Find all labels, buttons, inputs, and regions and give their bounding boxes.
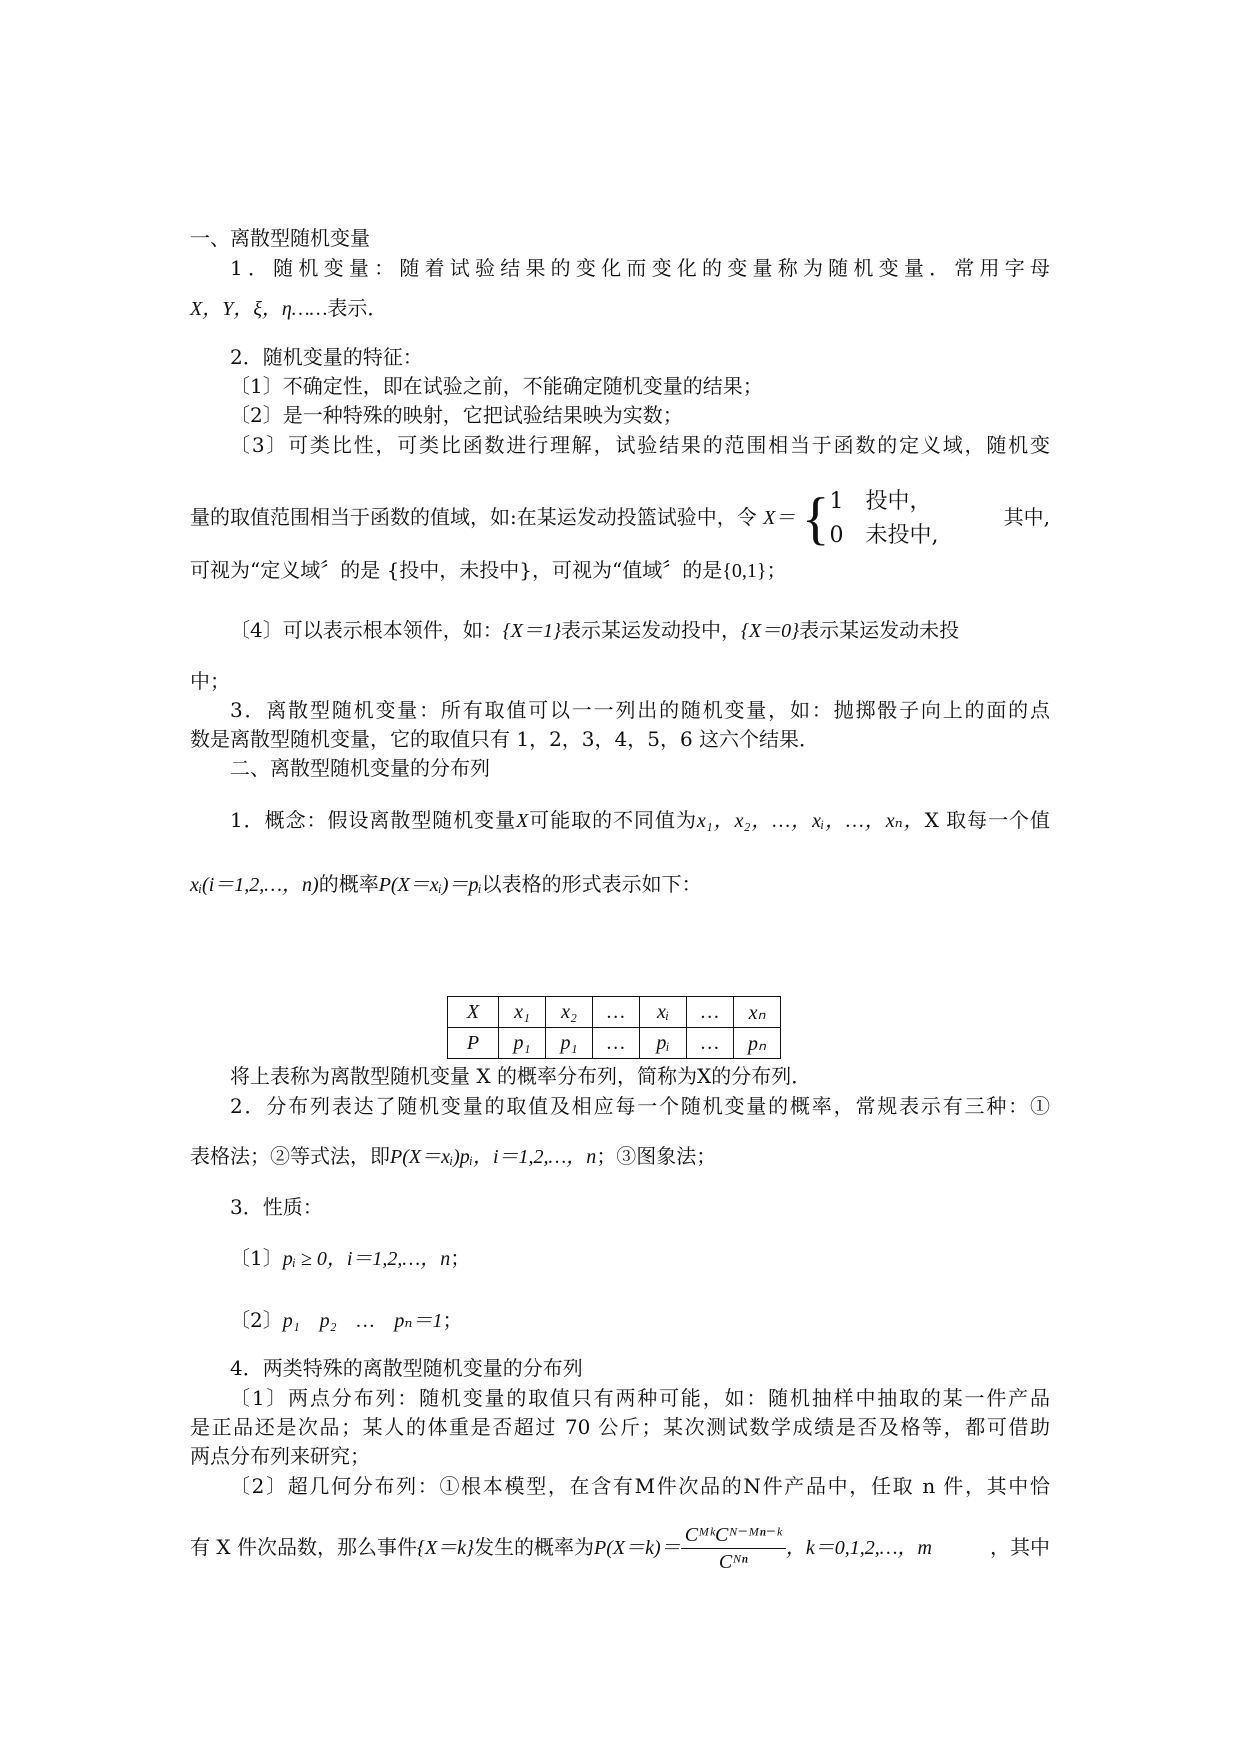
- property-2: [230, 1306, 1050, 1335]
- hypergeometric-line-1: 〔2〕超几何分布列：①根本模型，在含有M件次品的N件产品中，任取 n 件，其中恰: [230, 1474, 1050, 1498]
- probability-lhs: P(X＝k)＝: [594, 1537, 681, 1559]
- property-2-label: 〔2〕: [230, 1308, 283, 1332]
- table-cell: p₁: [499, 1028, 546, 1059]
- section-2-title: 二、离散型随机变量的分布列: [230, 756, 490, 780]
- para-2-item-4: [230, 616, 1050, 645]
- para-2-item-2: 〔2〕是一种特殊的映射，它把试验结果映为实数；: [230, 403, 683, 427]
- table-cell: x₁: [499, 997, 546, 1028]
- two-point-line-3: 两点分布列来研究；: [190, 1444, 370, 1468]
- equation-form: P(X＝xᵢ)pᵢ，i＝1,2,…，n: [390, 1146, 597, 1168]
- property-1: [230, 1244, 1050, 1273]
- table-cell: P: [448, 1028, 499, 1059]
- table-cell: xᵢ: [640, 997, 687, 1028]
- para-2-item-3-line-2: [190, 484, 1050, 550]
- para-1-line-2: [190, 294, 1050, 323]
- range-end: ；: [766, 558, 787, 582]
- para-1-line-1: 1．随机变量：随着试验结果的变化而变化的变量称为随机变量．常用字母: [230, 256, 1050, 280]
- hypergeometric-line-2: [190, 1514, 1050, 1580]
- concept-line-2: [190, 870, 1050, 899]
- item-4-prefix: 〔4〕可以表示根本领件，如：: [230, 618, 503, 642]
- hyper-middle: 发生的概率为: [474, 1535, 595, 1559]
- table-cell: pᵢ: [640, 1028, 687, 1059]
- concept-prob-label: 的概率: [318, 872, 379, 896]
- para-2-item-3: 〔3〕可类比性，可类比函数进行理解，试验结果的范围相当于函数的定义域，随机变: [230, 433, 1050, 457]
- forms-suffix: ；③图象法；: [596, 1144, 717, 1168]
- table-cell: …: [687, 997, 734, 1028]
- fraction-numerator: CᴹᵏCᴺ⁻ᴹⁿ⁻ᵏ: [681, 1522, 786, 1549]
- concept-middle: 可能取的不同值为: [528, 808, 697, 832]
- two-point-line-2: 是正品还是次品；某人的体重是否超过 70 公斤；某次测试数学成绩是否及格等，都可借助: [190, 1415, 1050, 1439]
- random-variable-letters: X，Y，ξ，η……: [190, 298, 328, 320]
- para-2-heading: 2．随机变量的特征：: [230, 345, 423, 369]
- two-point-line-1: 〔1〕两点分布列：随机变量的取值只有两种可能，如：随机抽样中抽取的某一件产品: [230, 1386, 1050, 1410]
- table-cell: pₙ: [734, 1028, 781, 1059]
- dist-forms-line-1: 2．分布列表达了随机变量的取值及相应每一个随机变量的概率，常规表示有三种：①: [230, 1094, 1050, 1118]
- item-3-wherein: 其中,: [1003, 505, 1050, 529]
- concept-suffix: X 取每一个值: [924, 808, 1050, 832]
- concept-line-1: [230, 806, 1050, 835]
- probability-expression: P(X＝xᵢ)＝pᵢ: [378, 874, 482, 896]
- concept-table-intro: 以表格的形式表示如下：: [481, 872, 702, 896]
- property-2-end: ；: [442, 1308, 463, 1332]
- k-range: ，k＝0,1,2,…，m: [785, 1537, 932, 1559]
- para-2-item-1: 〔1〕不确定性，即在试验之前，不能确定随机变量的结果；: [230, 374, 763, 398]
- variable-x: X: [516, 810, 529, 832]
- nonnegativity: pᵢ ≥ 0，i＝1,2,…，n: [282, 1248, 451, 1270]
- section-1-title: 一、离散型随机变量: [190, 226, 370, 250]
- table-row: [448, 1028, 781, 1059]
- table-cell: x₂: [546, 997, 593, 1028]
- table-cell: …: [593, 1028, 640, 1059]
- table-cell: xₙ: [734, 997, 781, 1028]
- event-hit: {X＝1}: [502, 620, 561, 642]
- case-made: 1 投中，: [829, 488, 932, 514]
- event-miss: {X＝0}: [740, 620, 800, 642]
- sum-to-one: p₁ p₂ … pₙ＝1: [282, 1310, 443, 1332]
- table-caption: 将上表称为离散型随机变量 X 的概率分布列，简称为X的分布列．: [230, 1064, 812, 1088]
- left-brace: {: [801, 485, 830, 551]
- case-missed: 0 未投中,: [829, 522, 939, 548]
- item-4-suffix: 表示某运发动未投: [799, 618, 960, 642]
- item-4-middle: 表示某运发动投中，: [560, 618, 741, 642]
- concept-prefix: 1．概念：假设离散型随机变量: [230, 808, 517, 832]
- fraction-denominator: Cᴺⁿ: [718, 1551, 748, 1573]
- property-1-end: ；: [450, 1246, 471, 1270]
- hypergeometric-fraction: [681, 1522, 786, 1575]
- para-2-item-3-line-3: [190, 556, 1050, 585]
- dist-forms-line-2: [190, 1142, 1050, 1171]
- hyper-prefix: 有 X 件次品数，那么事件: [190, 1535, 417, 1559]
- table-row: [448, 997, 781, 1028]
- para-2-item-4-end: 中；: [190, 669, 230, 693]
- piecewise-cases: [830, 485, 939, 553]
- item-3-definition-text: 量的取值范围相当于函数的值域，如:在某运发动投篮试验中，令: [190, 505, 757, 529]
- hyper-suffix: ，其中: [990, 1535, 1050, 1559]
- table-cell: X: [448, 997, 499, 1028]
- index-range: xᵢ(i＝1,2,…，n): [190, 874, 319, 896]
- distribution-table: [447, 996, 781, 1059]
- special-dist-heading: 4．两类特殊的离散型随机变量的分布列: [230, 1356, 583, 1380]
- para-1-tail: 表示．: [327, 296, 388, 320]
- forms-prefix: 表格法；②等式法，即: [190, 1144, 390, 1168]
- event-set: {X＝k}: [416, 1537, 475, 1559]
- value-sequence: x₁，x₂，…，xᵢ，…，xₙ，: [696, 810, 925, 832]
- properties-heading: 3．性质：: [230, 1195, 323, 1219]
- table-cell: …: [687, 1028, 734, 1059]
- table-cell: p₁: [546, 1028, 593, 1059]
- para-3-line-1: 3．离散型随机变量：所有取值可以一一列出的随机变量，如：抛掷骰子向上的面的点: [230, 698, 1050, 722]
- range-set: {0,1}: [722, 560, 767, 582]
- property-1-label: 〔1〕: [230, 1246, 283, 1270]
- domain-range-text: 可视为“定义域〞的是 {投中，未投中}，可视为“值域〞的是: [190, 558, 723, 582]
- table-cell: …: [593, 997, 640, 1028]
- variable-x: X＝: [763, 507, 796, 529]
- para-3-line-2: 数是离散型随机变量，它的取值只有 1，2，3，4，5，6 这六个结果．: [190, 727, 820, 751]
